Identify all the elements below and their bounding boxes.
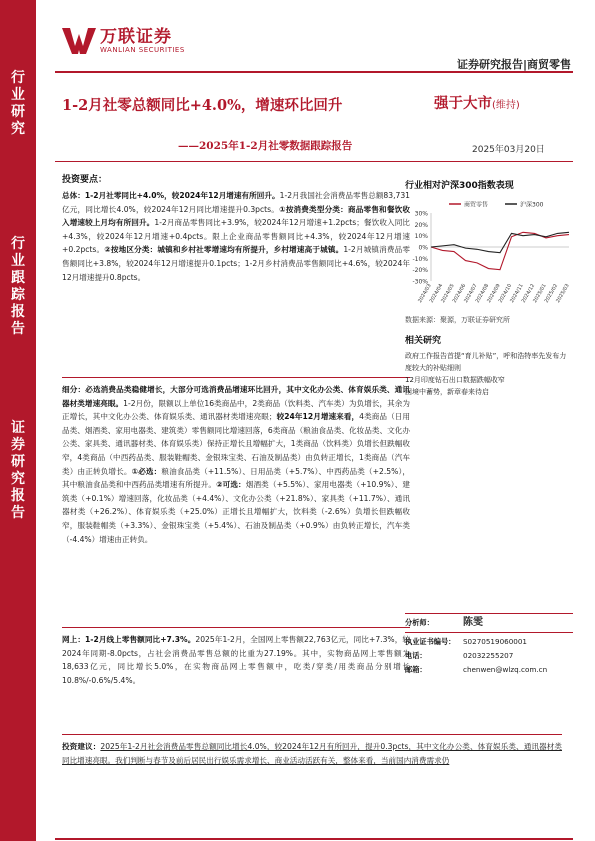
title-divider <box>55 161 573 162</box>
analyst-block <box>405 611 573 677</box>
breakdown-text: 1-2月份，限额以上单位16类商品中，2类商品（饮料类、汽车类）为负增长，其余为正增长，其中文化办公类、体育娱乐类、通讯器材类增速亮眼； <box>62 398 411 422</box>
report-subtitle: ——2025年1-2月社零数据跟踪报告 <box>178 140 353 152</box>
logo-mark-icon <box>62 26 96 56</box>
mom-lead: 较24年12月增速来看， <box>276 412 360 422</box>
cert-label: 执业证书编号： <box>405 637 456 646</box>
y-tick-label: 30% <box>414 210 428 218</box>
chart-source: 数据来源：聚源，万联证券研究所 <box>405 316 510 324</box>
side-char: 证 <box>11 420 25 436</box>
side-char: 踪 <box>11 287 25 303</box>
series-line-hs300 <box>431 232 569 252</box>
analyst-name: 陈雯 <box>463 617 483 628</box>
section-divider <box>62 627 410 628</box>
tel-number: 02032255207 <box>463 651 514 660</box>
report-date: 2025年03月20日 <box>472 145 545 155</box>
analyst-divider <box>405 613 573 614</box>
overall-text: 1-2月我国社会消费品零售总额83,731亿元，同比增长4.0%，较2024年12月同比增速提升0.3pcts。 <box>62 191 410 214</box>
y-tick-label: -20% <box>412 267 428 275</box>
cert-number: S0270519060001 <box>463 637 528 646</box>
side-label-industry-research <box>0 70 36 138</box>
x-tick-label: 2024/06 <box>451 283 468 304</box>
footer-divider <box>55 838 573 840</box>
consumption-type-lead: ①按消费类型分类：商品零售和餐饮收入增速较上月均有所回升。 <box>62 204 410 228</box>
y-tick-label: 10% <box>414 233 428 241</box>
side-char: 业 <box>11 253 25 269</box>
mom-text: 4类商品（日用品类、烟酒类、家用电器类、建筑类）零售额同比增速回落，6类商品（粮油食品类、化妆品类、文化办公类、家具类、通讯器材类、体育娱乐类）保持正增长且增幅扩大，1类商品（饮料类）负增长但跌幅收窄，4类商品（中西药品类、服装鞋帽类、金银珠宝类、石油及制品类）由负转正增长，1类商品（汽车类）由正转负增长。 <box>62 412 410 476</box>
region-text: 1-2月城镇消费品零售额同比+3.8%，较2024年12月增速提升0.1pcts；1-2月乡村消费品零售额同比+4.6%，较2024年12月增速提升0.8pcts。 <box>62 245 410 282</box>
x-tick-label: 2024/03 <box>417 283 433 304</box>
related-research-heading: 相关研究 <box>405 336 442 346</box>
related-research-item[interactable]: 政府工作报告首提“育儿补贴”，呼和浩特率先发布力度较大的补贴细则 <box>405 352 567 372</box>
side-column <box>405 172 573 398</box>
consumption-type-text: 1-2月商品零售同比+3.9%，较2024年12月增速+1.2pcts；餐饮收入同比+4.3%，较2024年12月增速+0.4pcts。限上企业商品零售额同比+4.3%，较2024年12月增速+0.2pcts。 <box>62 218 410 255</box>
side-char: 告 <box>11 321 25 337</box>
analyst-divider <box>405 632 573 633</box>
side-char: 行 <box>11 70 25 86</box>
y-tick-label: 20% <box>414 221 428 229</box>
chart-title: 行业相对沪深300指数表现 <box>405 181 514 191</box>
chart-svg <box>405 197 573 309</box>
y-tick-label: -10% <box>412 255 428 263</box>
advice-text: 2025年1-2月社会消费品零售总额同比增长4.0%，较2024年12月有所回升，提升0.3pcts，其中文化办公类、体育娱乐类、通讯器材类同比增速亮眼。我们判断与春节及前后居民出行娱乐需求增长、商业活动活跃有关，整体来看，当前国内消费需求仍 <box>62 742 562 765</box>
optional-text: 烟酒类（+5.5%）、家用电器类（+10.9%）、建筑类（+0.1%）增速回落，化妆品类（+4.4%）、文化办公类（+21.8%）、家具类（+11.7%）、通讯器材类（+26.2%）、体育娱乐类（+25.0%）正增长且增幅扩大，饮料类（-2.6%）负增长但跌幅收窄，服装鞋帽类（+3.3%）、金银珠宝类（+5.4%）、石油及制品类（+0.9%）由负转正增长，汽车类（-4.4%）增速由正转负。 <box>62 480 410 544</box>
x-tick-label: 2024/11 <box>509 283 525 304</box>
section-divider <box>62 734 562 735</box>
side-label-tracking-report <box>0 236 36 338</box>
investment-advice <box>62 730 562 767</box>
legend-label: 商贸零售 <box>464 201 489 209</box>
side-char: 究 <box>11 121 25 137</box>
header-divider <box>55 71 573 73</box>
region-lead: ②按地区分类：城镇和乡村社零增速均有所提升，乡村增速高于城镇。 <box>104 245 344 255</box>
main-column <box>62 172 410 687</box>
side-char: 研 <box>11 454 25 470</box>
side-char: 券 <box>11 437 25 453</box>
online-lead: 网上：1-2月线上零售额同比+7.3%。 <box>62 635 196 644</box>
analyst-role: 分析师： <box>405 618 434 627</box>
side-char: 研 <box>11 104 25 120</box>
industry-rating <box>434 92 520 113</box>
essential-text: 粮油食品类（+11.5%）、日用品类（+5.7%）、中西药品类（+2.5%），其中粮油食品类和中西药品类增速有所提升。 <box>62 466 410 490</box>
overall-paragraph <box>62 189 410 373</box>
relative-performance-chart <box>405 197 573 309</box>
section-divider <box>62 377 410 378</box>
tel-label: 电话： <box>405 651 427 660</box>
x-tick-label: 2024/09 <box>486 283 502 304</box>
x-tick-label: 2025/01 <box>532 283 548 304</box>
essential-lead: ①必选： <box>131 466 162 476</box>
rating-note: (维持) <box>492 100 520 111</box>
side-char: 业 <box>11 87 25 103</box>
breakdown-paragraph <box>62 383 410 623</box>
side-char: 行 <box>11 236 25 252</box>
x-tick-label: 2024/04 <box>428 283 445 304</box>
legend-label: 沪深300 <box>520 201 544 209</box>
side-char: 告 <box>11 505 25 521</box>
y-tick-label: -30% <box>412 278 428 286</box>
header-category: 证券研究报告|商贸零售 <box>456 58 571 71</box>
x-tick-label: 2024/10 <box>497 283 514 304</box>
side-char: 报 <box>11 488 25 504</box>
rating-text: 强于大市 <box>434 96 492 112</box>
related-research-list <box>405 350 573 398</box>
logo-cn-text: 万联证券 <box>100 26 172 47</box>
x-tick-label: 2025/03 <box>555 283 571 304</box>
side-char: 跟 <box>11 270 25 286</box>
mail-label: 邮箱： <box>405 665 427 674</box>
advice-paragraph <box>62 740 562 767</box>
x-tick-label: 2024/05 <box>440 283 456 304</box>
optional-lead: ②可选： <box>216 480 246 490</box>
online-text: 2025年1-2月，全国网上零售额22,763亿元，同比+7.3%，较2024年同期-8.0pcts，占社会消费品零售总额的比重为27.19%。其中，实物商品网上零售额为18,633亿元，同比增长5.0%，在实物商品网上零售额中，吃类/穿类/用类商品分别增长10.8%/-0.6%/5.4%。 <box>62 635 410 685</box>
x-tick-label: 2025/02 <box>543 283 560 304</box>
logo-en-text: WANLIAN SECURITIES <box>100 45 185 54</box>
investment-highlights-heading: 投资要点： <box>62 175 108 185</box>
series-line-retail <box>431 232 569 269</box>
related-research-item[interactable]: 困境中蓄势，新章春来待启 <box>405 388 489 396</box>
x-tick-label: 2024/07 <box>463 283 479 304</box>
online-paragraph <box>62 633 410 687</box>
breakdown-lead: 细分：必选消费品类稳健增长，大部分可选消费品增速环比回升，其中文化办公类、体育娱乐类、通讯器材类增速亮眼。 <box>62 385 410 408</box>
y-tick-label: 0% <box>418 244 428 252</box>
report-title: 1-2月社零总额同比+4.0%，增速环比回升 <box>62 97 343 114</box>
company-logo <box>62 26 185 56</box>
related-research-item[interactable]: 12月印度钻石出口数据跌幅收窄 <box>405 376 505 384</box>
side-char: 报 <box>11 304 25 320</box>
email-link[interactable]: chenwen@wlzq.com.cn <box>463 665 548 674</box>
overall-lead: 总体：1-2月社零同比+4.0%，较2024年12月增速有所回升。 <box>62 191 280 200</box>
side-label-securities-report <box>0 420 36 522</box>
x-tick-label: 2024/12 <box>520 283 537 304</box>
x-tick-label: 2024/08 <box>474 283 491 304</box>
advice-lead: 投资建议： <box>62 742 101 751</box>
side-char: 究 <box>11 471 25 487</box>
